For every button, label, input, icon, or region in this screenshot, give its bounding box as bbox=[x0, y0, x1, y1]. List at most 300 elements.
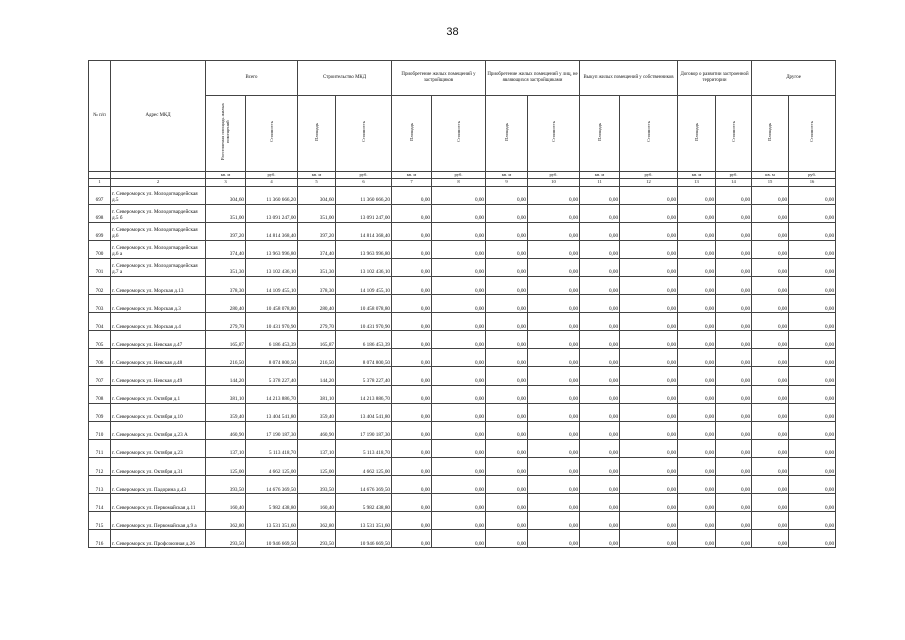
header-sub-label: Стоимость bbox=[550, 121, 556, 143]
table-row bbox=[89, 439, 836, 457]
row-value: 14 213 886,70 bbox=[336, 385, 392, 403]
row-value: 0,00 bbox=[392, 349, 432, 367]
row-value: 0,00 bbox=[392, 258, 432, 276]
row-value: 0,00 bbox=[528, 204, 580, 222]
row-value: 381,10 bbox=[298, 385, 336, 403]
row-value: 125,00 bbox=[206, 457, 246, 475]
row-value: 13 963 996,80 bbox=[336, 240, 392, 258]
header-column-number: 9 bbox=[486, 179, 528, 187]
header-sub-label: Площадь bbox=[408, 123, 414, 141]
relocation-table bbox=[88, 60, 836, 548]
row-value: 0,00 bbox=[752, 403, 789, 421]
row-value: 0,00 bbox=[432, 295, 486, 313]
row-value: 8 074 800,50 bbox=[246, 349, 298, 367]
row-value: 0,00 bbox=[528, 367, 580, 385]
row-value: 0,00 bbox=[752, 476, 789, 494]
header-numbers-row bbox=[89, 179, 836, 187]
header-column-number: 13 bbox=[678, 179, 716, 187]
header-unit: руб. bbox=[716, 171, 752, 179]
row-value: 0,00 bbox=[716, 367, 752, 385]
row-value: 0,00 bbox=[486, 186, 528, 204]
row-value: 125,00 bbox=[298, 457, 336, 475]
header-sub-label: Площадь bbox=[313, 123, 319, 141]
row-value: 0,00 bbox=[432, 240, 486, 258]
row-value: 0,00 bbox=[716, 349, 752, 367]
row-value: 137,10 bbox=[298, 439, 336, 457]
row-address: г. Североморск ул. Морская д.13 bbox=[111, 276, 206, 294]
header-group-other: Другое bbox=[752, 61, 836, 96]
row-value: 351,30 bbox=[298, 258, 336, 276]
row-address: г. Североморск ул. Падорина д.43 bbox=[111, 476, 206, 494]
row-value: 0,00 bbox=[580, 222, 620, 240]
row-value: 0,00 bbox=[528, 222, 580, 240]
row-value: 0,00 bbox=[620, 349, 678, 367]
row-value: 0,00 bbox=[486, 512, 528, 530]
row-value: 0,00 bbox=[752, 295, 789, 313]
row-value: 0,00 bbox=[678, 186, 716, 204]
row-value: 17 190 187,30 bbox=[336, 421, 392, 439]
row-value: 0,00 bbox=[789, 313, 836, 331]
row-value: 0,00 bbox=[678, 349, 716, 367]
row-value: 0,00 bbox=[752, 313, 789, 331]
row-address: г. Североморск ул. Невская д.48 bbox=[111, 349, 206, 367]
row-value: 0,00 bbox=[620, 295, 678, 313]
row-value: 0,00 bbox=[528, 512, 580, 530]
row-value: 5 982 438,80 bbox=[336, 494, 392, 512]
header-unit: руб. bbox=[336, 171, 392, 179]
row-value: 160,40 bbox=[298, 494, 336, 512]
page-number: 38 bbox=[446, 26, 459, 38]
row-value: 0,00 bbox=[392, 403, 432, 421]
row-value: 17 190 187,30 bbox=[246, 421, 298, 439]
row-value: 0,00 bbox=[486, 222, 528, 240]
header-sub-12 bbox=[716, 96, 752, 172]
row-value: 293,50 bbox=[206, 530, 246, 548]
row-value: 0,00 bbox=[580, 331, 620, 349]
row-value: 0,00 bbox=[716, 222, 752, 240]
header-column-number: 8 bbox=[432, 179, 486, 187]
row-number: 702 bbox=[89, 276, 111, 294]
row-value: 0,00 bbox=[620, 385, 678, 403]
header-row-number: № п/п bbox=[89, 61, 111, 172]
row-value: 0,00 bbox=[620, 421, 678, 439]
row-value: 0,00 bbox=[752, 457, 789, 475]
row-address: г. Североморск ул. Октября д.1 bbox=[111, 385, 206, 403]
row-number: 713 bbox=[89, 476, 111, 494]
row-value: 13 404 541,80 bbox=[336, 403, 392, 421]
header-sub-label: Площадь bbox=[767, 123, 773, 141]
row-value: 0,00 bbox=[392, 457, 432, 475]
row-value: 0,00 bbox=[392, 186, 432, 204]
row-value: 0,00 bbox=[580, 476, 620, 494]
row-value: 0,00 bbox=[432, 476, 486, 494]
row-value: 0,00 bbox=[528, 258, 580, 276]
header-group-buyout: Выкуп жилых помещений у собственников bbox=[580, 61, 678, 96]
row-value: 0,00 bbox=[580, 276, 620, 294]
row-value: 0,00 bbox=[486, 403, 528, 421]
row-value: 280,40 bbox=[298, 295, 336, 313]
row-value: 0,00 bbox=[528, 457, 580, 475]
header-sub-label: Стоимость bbox=[645, 121, 651, 143]
row-value: 0,00 bbox=[432, 530, 486, 548]
header-sub-label: Стоимость bbox=[455, 121, 461, 143]
row-value: 0,00 bbox=[392, 421, 432, 439]
row-value: 0,00 bbox=[716, 403, 752, 421]
row-value: 10 946 669,50 bbox=[246, 530, 298, 548]
row-value: 4 662 125,00 bbox=[336, 457, 392, 475]
row-value: 0,00 bbox=[580, 457, 620, 475]
row-value: 0,00 bbox=[678, 367, 716, 385]
header-unit: кв. м bbox=[206, 171, 246, 179]
row-value: 374,40 bbox=[206, 240, 246, 258]
row-value: 397,20 bbox=[206, 222, 246, 240]
row-value: 0,00 bbox=[528, 385, 580, 403]
header-sub-2 bbox=[246, 96, 298, 172]
header-sub-7 bbox=[486, 96, 528, 172]
row-value: 0,00 bbox=[716, 530, 752, 548]
row-value: 6 186 453,39 bbox=[336, 331, 392, 349]
row-value: 0,00 bbox=[580, 240, 620, 258]
row-value: 279,70 bbox=[206, 313, 246, 331]
row-value: 0,00 bbox=[528, 276, 580, 294]
row-value: 0,00 bbox=[620, 512, 678, 530]
row-number: 698 bbox=[89, 204, 111, 222]
row-number: 705 bbox=[89, 331, 111, 349]
row-number: 712 bbox=[89, 457, 111, 475]
row-value: 0,00 bbox=[752, 258, 789, 276]
row-value: 0,00 bbox=[678, 295, 716, 313]
header-unit bbox=[89, 171, 111, 179]
row-value: 14 213 886,70 bbox=[246, 385, 298, 403]
table-row bbox=[89, 530, 836, 548]
row-value: 0,00 bbox=[392, 476, 432, 494]
row-value: 0,00 bbox=[528, 331, 580, 349]
row-value: 0,00 bbox=[486, 295, 528, 313]
row-value: 0,00 bbox=[620, 331, 678, 349]
row-address: г. Североморск ул. Профсоюзная д.26 bbox=[111, 530, 206, 548]
row-value: 216,50 bbox=[298, 349, 336, 367]
row-value: 0,00 bbox=[432, 276, 486, 294]
header-unit: кв. м bbox=[486, 171, 528, 179]
header-group-total: Всего bbox=[206, 61, 298, 96]
row-value: 304,60 bbox=[298, 186, 336, 204]
row-value: 351,00 bbox=[298, 204, 336, 222]
row-value: 0,00 bbox=[716, 295, 752, 313]
row-value: 5 982 438,80 bbox=[246, 494, 298, 512]
row-value: 293,50 bbox=[298, 530, 336, 548]
table-body bbox=[89, 186, 836, 548]
row-value: 0,00 bbox=[580, 186, 620, 204]
row-value: 351,30 bbox=[206, 258, 246, 276]
row-number: 704 bbox=[89, 313, 111, 331]
row-value: 0,00 bbox=[752, 367, 789, 385]
row-value: 0,00 bbox=[620, 494, 678, 512]
row-value: 0,00 bbox=[716, 457, 752, 475]
row-value: 144,20 bbox=[206, 367, 246, 385]
row-number: 711 bbox=[89, 439, 111, 457]
row-value: 0,00 bbox=[752, 204, 789, 222]
row-number: 699 bbox=[89, 222, 111, 240]
row-address: г. Североморск ул. Первомайская д.9 а bbox=[111, 512, 206, 530]
table-row bbox=[89, 313, 836, 331]
row-value: 362,80 bbox=[206, 512, 246, 530]
header-column-number: 6 bbox=[336, 179, 392, 187]
row-value: 0,00 bbox=[752, 240, 789, 258]
row-value: 0,00 bbox=[486, 367, 528, 385]
row-value: 0,00 bbox=[486, 276, 528, 294]
row-value: 14 814 368,40 bbox=[246, 222, 298, 240]
row-value: 0,00 bbox=[432, 186, 486, 204]
header-column-number: 4 bbox=[246, 179, 298, 187]
row-value: 0,00 bbox=[678, 313, 716, 331]
header-column-number: 11 bbox=[580, 179, 620, 187]
row-value: 0,00 bbox=[752, 530, 789, 548]
row-value: 381,10 bbox=[206, 385, 246, 403]
row-value: 0,00 bbox=[432, 512, 486, 530]
row-value: 0,00 bbox=[716, 276, 752, 294]
row-value: 5 378 227,40 bbox=[246, 367, 298, 385]
row-value: 0,00 bbox=[716, 439, 752, 457]
row-value: 11 360 666,20 bbox=[336, 186, 392, 204]
header-sub-11 bbox=[678, 96, 716, 172]
row-number: 701 bbox=[89, 258, 111, 276]
row-value: 0,00 bbox=[486, 530, 528, 548]
row-value: 0,00 bbox=[678, 476, 716, 494]
row-value: 0,00 bbox=[678, 222, 716, 240]
row-value: 0,00 bbox=[789, 530, 836, 548]
row-number: 700 bbox=[89, 240, 111, 258]
row-value: 0,00 bbox=[528, 421, 580, 439]
row-value: 0,00 bbox=[716, 240, 752, 258]
row-number: 708 bbox=[89, 385, 111, 403]
row-value: 393,50 bbox=[206, 476, 246, 494]
row-number: 697 bbox=[89, 186, 111, 204]
row-value: 0,00 bbox=[678, 530, 716, 548]
row-number: 706 bbox=[89, 349, 111, 367]
row-value: 13 531 351,60 bbox=[336, 512, 392, 530]
row-value: 8 074 800,50 bbox=[336, 349, 392, 367]
row-value: 0,00 bbox=[789, 331, 836, 349]
row-number: 709 bbox=[89, 403, 111, 421]
row-address: г. Североморск ул. Молодогвардейская д.7 а bbox=[111, 258, 206, 276]
row-value: 0,00 bbox=[432, 385, 486, 403]
row-value: 0,00 bbox=[432, 313, 486, 331]
row-address: г. Североморск ул. Невская д.49 bbox=[111, 367, 206, 385]
row-value: 11 360 666,20 bbox=[246, 186, 298, 204]
row-address: г. Североморск ул. Молодогвардейская д.5 б bbox=[111, 204, 206, 222]
row-value: 0,00 bbox=[716, 331, 752, 349]
row-value: 0,00 bbox=[528, 403, 580, 421]
row-value: 0,00 bbox=[486, 421, 528, 439]
row-value: 0,00 bbox=[620, 403, 678, 421]
row-value: 0,00 bbox=[580, 512, 620, 530]
row-value: 0,00 bbox=[392, 494, 432, 512]
table-row bbox=[89, 421, 836, 439]
row-value: 13 963 996,80 bbox=[246, 240, 298, 258]
row-value: 0,00 bbox=[486, 476, 528, 494]
row-value: 0,00 bbox=[716, 313, 752, 331]
header-group-row bbox=[89, 61, 836, 96]
row-value: 0,00 bbox=[486, 349, 528, 367]
row-value: 0,00 bbox=[620, 240, 678, 258]
header-column-number: 14 bbox=[716, 179, 752, 187]
row-value: 0,00 bbox=[678, 439, 716, 457]
header-sub-label: Площадь bbox=[596, 123, 602, 141]
row-value: 0,00 bbox=[580, 385, 620, 403]
header-sub-8 bbox=[528, 96, 580, 172]
header-sub-label: Стоимость bbox=[809, 121, 815, 143]
row-value: 0,00 bbox=[580, 367, 620, 385]
row-value: 0,00 bbox=[580, 494, 620, 512]
row-value: 14 814 368,40 bbox=[336, 222, 392, 240]
row-value: 0,00 bbox=[678, 240, 716, 258]
row-value: 0,00 bbox=[432, 258, 486, 276]
row-value: 0,00 bbox=[789, 494, 836, 512]
row-value: 5 113 418,70 bbox=[336, 439, 392, 457]
header-units-row bbox=[89, 171, 836, 179]
row-value: 0,00 bbox=[392, 530, 432, 548]
header-sub-13 bbox=[752, 96, 789, 172]
header-column-number: 15 bbox=[752, 179, 789, 187]
header-unit: руб. bbox=[620, 171, 678, 179]
row-value: 0,00 bbox=[789, 204, 836, 222]
row-value: 0,00 bbox=[789, 240, 836, 258]
row-value: 0,00 bbox=[678, 494, 716, 512]
row-value: 0,00 bbox=[752, 276, 789, 294]
table-row bbox=[89, 295, 836, 313]
table-row bbox=[89, 204, 836, 222]
row-value: 0,00 bbox=[528, 240, 580, 258]
row-value: 160,40 bbox=[206, 494, 246, 512]
header-unit bbox=[111, 171, 206, 179]
row-value: 0,00 bbox=[486, 240, 528, 258]
row-value: 0,00 bbox=[752, 186, 789, 204]
row-value: 0,00 bbox=[789, 421, 836, 439]
row-value: 0,00 bbox=[620, 222, 678, 240]
row-value: 0,00 bbox=[678, 258, 716, 276]
row-value: 0,00 bbox=[789, 349, 836, 367]
row-address: г. Североморск ул. Октября д.31 bbox=[111, 457, 206, 475]
row-number: 716 bbox=[89, 530, 111, 548]
row-value: 0,00 bbox=[716, 494, 752, 512]
header-unit: кв. м bbox=[580, 171, 620, 179]
table-row bbox=[89, 186, 836, 204]
header-sub-5 bbox=[392, 96, 432, 172]
row-number: 710 bbox=[89, 421, 111, 439]
row-value: 0,00 bbox=[432, 222, 486, 240]
row-value: 0,00 bbox=[432, 494, 486, 512]
header-group-purchase-non-developers: Приобретение жилых помещений у лиц, не являющихся застройщиками bbox=[486, 61, 580, 96]
row-value: 0,00 bbox=[486, 439, 528, 457]
row-value: 0,00 bbox=[716, 421, 752, 439]
row-value: 165,87 bbox=[298, 331, 336, 349]
row-value: 0,00 bbox=[789, 457, 836, 475]
table-row bbox=[89, 349, 836, 367]
row-value: 6 186 453,39 bbox=[246, 331, 298, 349]
row-value: 10 431 970,90 bbox=[246, 313, 298, 331]
row-value: 0,00 bbox=[789, 222, 836, 240]
row-value: 378,30 bbox=[206, 276, 246, 294]
header-column-number: 5 bbox=[298, 179, 336, 187]
row-address: г. Североморск ул. Октября д.10 bbox=[111, 403, 206, 421]
table-row bbox=[89, 403, 836, 421]
row-value: 460,90 bbox=[206, 421, 246, 439]
row-value: 0,00 bbox=[528, 295, 580, 313]
row-value: 10 458 078,80 bbox=[246, 295, 298, 313]
row-number: 707 bbox=[89, 367, 111, 385]
row-value: 0,00 bbox=[678, 385, 716, 403]
table-row bbox=[89, 494, 836, 512]
row-address: г. Североморск ул. Морская д.4 bbox=[111, 313, 206, 331]
table-row bbox=[89, 457, 836, 475]
row-value: 0,00 bbox=[620, 186, 678, 204]
row-value: 0,00 bbox=[392, 276, 432, 294]
row-value: 0,00 bbox=[678, 403, 716, 421]
row-value: 0,00 bbox=[486, 385, 528, 403]
row-value: 0,00 bbox=[678, 512, 716, 530]
row-value: 0,00 bbox=[432, 367, 486, 385]
table-row bbox=[89, 276, 836, 294]
header-address: Адрес МКД bbox=[111, 61, 206, 172]
header-column-number: 7 bbox=[392, 179, 432, 187]
row-address: г. Североморск ул. Октября д.23 bbox=[111, 439, 206, 457]
row-value: 0,00 bbox=[620, 530, 678, 548]
header-column-number: 16 bbox=[789, 179, 836, 187]
row-value: 0,00 bbox=[392, 331, 432, 349]
row-value: 0,00 bbox=[528, 186, 580, 204]
header-group-purchase-developers: Приобретение жилых помещений у застройщиков bbox=[392, 61, 486, 96]
row-value: 0,00 bbox=[789, 258, 836, 276]
row-value: 4 662 125,00 bbox=[246, 457, 298, 475]
row-number: 714 bbox=[89, 494, 111, 512]
row-value: 0,00 bbox=[716, 204, 752, 222]
row-value: 13 091 247,00 bbox=[246, 204, 298, 222]
row-value: 0,00 bbox=[789, 476, 836, 494]
row-value: 0,00 bbox=[752, 494, 789, 512]
row-value: 10 431 970,90 bbox=[336, 313, 392, 331]
row-value: 351,00 bbox=[206, 204, 246, 222]
row-value: 0,00 bbox=[392, 439, 432, 457]
row-value: 280,40 bbox=[206, 295, 246, 313]
row-value: 0,00 bbox=[432, 349, 486, 367]
row-value: 10 946 669,50 bbox=[336, 530, 392, 548]
row-value: 0,00 bbox=[486, 313, 528, 331]
row-value: 0,00 bbox=[392, 240, 432, 258]
row-address: г. Североморск ул. Невская д.47 bbox=[111, 331, 206, 349]
row-value: 0,00 bbox=[432, 457, 486, 475]
header-unit: руб. bbox=[246, 171, 298, 179]
row-value: 0,00 bbox=[716, 512, 752, 530]
row-value: 0,00 bbox=[752, 385, 789, 403]
row-value: 13 404 541,80 bbox=[246, 403, 298, 421]
row-value: 165,87 bbox=[206, 331, 246, 349]
row-value: 0,00 bbox=[528, 439, 580, 457]
header-column-number: 1 bbox=[89, 179, 111, 187]
row-value: 0,00 bbox=[580, 439, 620, 457]
header-group-construction: Строительство МКД bbox=[298, 61, 392, 96]
row-value: 0,00 bbox=[678, 331, 716, 349]
header-sub-label: Стоимость bbox=[360, 121, 366, 143]
row-value: 0,00 bbox=[528, 494, 580, 512]
row-value: 0,00 bbox=[678, 204, 716, 222]
row-value: 0,00 bbox=[789, 186, 836, 204]
row-value: 0,00 bbox=[789, 276, 836, 294]
header-unit: руб. bbox=[789, 171, 836, 179]
row-value: 0,00 bbox=[620, 276, 678, 294]
header-column-number: 12 bbox=[620, 179, 678, 187]
row-value: 0,00 bbox=[528, 313, 580, 331]
row-value: 0,00 bbox=[789, 367, 836, 385]
